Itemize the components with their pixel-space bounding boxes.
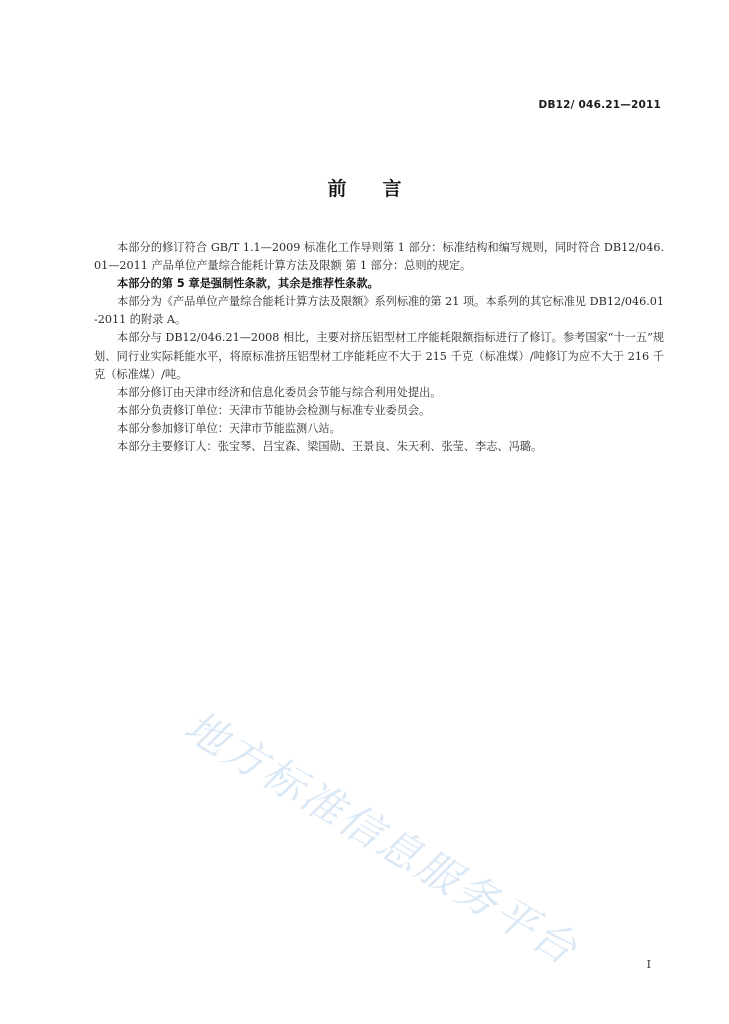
document-code: DB12/ 046.21—2011 [538, 99, 661, 111]
page-number: I [646, 958, 651, 971]
paragraph-proposer: 本部分修订由天津市经济和信息化委员会节能与综合利用处提出。 [117, 385, 442, 399]
paragraph-mandatory-clause: 本部分的第 5 章是强制性条款，其余是推荐性条款。 [117, 277, 379, 291]
foreword-body [94, 239, 664, 456]
paragraph-revision-basis: 本部分的修订符合 GB/T 1.1—2009 标准化工作导则第 1 部分：标准结构和编写规则，同时符合 DB12/046.01—2011 产品单位产量综合能耗计算方法及限额 第 1 部分：总则的规定。 [94, 241, 664, 273]
paragraph-participating-unit: 本部分参加修订单位：天津市节能监测八站。 [117, 421, 341, 435]
paragraph-drafters: 本部分主要修订人：张宝琴、吕宝森、梁国勋、王景良、朱天利、张莹、李志、冯璐。 [117, 440, 543, 454]
paragraph-responsible-unit: 本部分负责修订单位：天津市节能协会检测与标准专业委员会。 [117, 403, 431, 417]
watermark: 地方标准信息服务平台 [176, 701, 588, 975]
paragraph-changes: 本部分与 DB12/046.21—2008 相比，主要对挤压铝型材工序能耗限额指标进行了修订。参考国家“十一五”规划、同行业实际耗能水平，将原标准挤压铝型材工序能耗应不大于 215 千克（标准煤）/吨修订为应不大于 216 千克（标准煤）/吨。 [94, 331, 664, 381]
paragraph-series-position: 本部分为《产品单位产量综合能耗计算方法及限额》系列标准的第 21 项。本系列的其它标准见 DB12/046.01-2011 的附录 A。 [94, 295, 664, 327]
page-title: 前言 [327, 178, 438, 200]
